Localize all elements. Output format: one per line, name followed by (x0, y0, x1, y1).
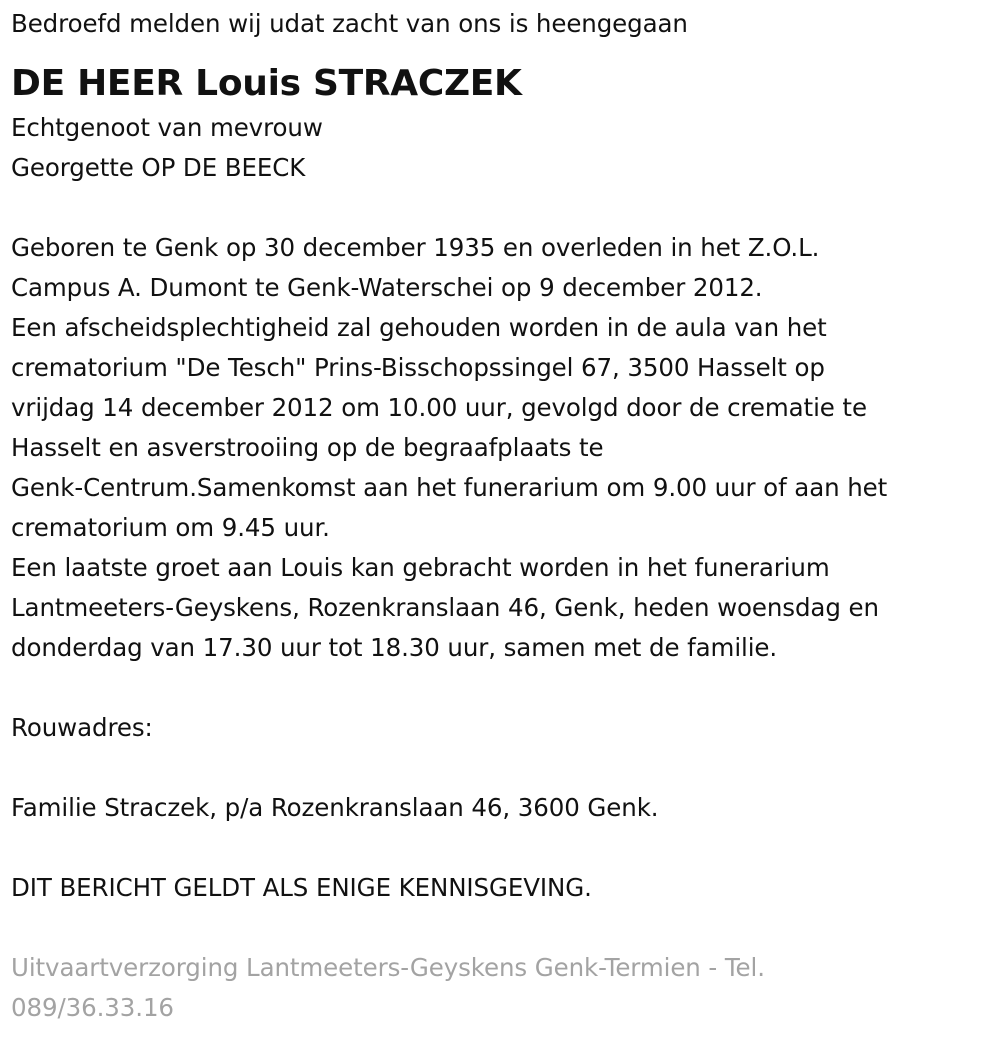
body-line: Een afscheidsplechtigheid zal gehouden worden in de aula van het (11, 313, 827, 342)
spacer (11, 908, 1000, 948)
body-text (11, 228, 1000, 668)
body-line: Genk-Centrum.Samenkomst aan het funerarium om 9.00 uur of aan het (11, 473, 888, 502)
spacer (11, 748, 1000, 788)
body-line: Hasselt en asverstrooiing op de begraafplaats te (11, 433, 604, 462)
spouse-line-1: Echtgenoot van mevrouw (11, 113, 323, 142)
body-line: crematorium om 9.45 uur. (11, 513, 330, 542)
body-line: Geboren te Genk op 30 december 1935 en overleden in het Z.O.L. (11, 233, 820, 262)
body-line: donderdag van 17.30 uur tot 18.30 uur, samen met de familie. (11, 633, 778, 662)
body-line: crematorium "De Tesch" Prins-Bisschopssingel 67, 3500 Hasselt op (11, 353, 825, 382)
body-line: Lantmeeters-Geyskens, Rozenkranslaan 46, Genk, heden woensdag en (11, 593, 879, 622)
deceased-name: DE HEER Louis STRACZEK (11, 63, 522, 104)
spacer (11, 668, 1000, 708)
body-line: Een laatste groet aan Louis kan gebracht worden in het funerarium (11, 553, 830, 582)
intro-text: Bedroefd melden wij udat zacht van ons is heengegaan (11, 9, 688, 38)
spacer (11, 828, 1000, 868)
spouse-line-2: Georgette OP DE BEECK (11, 153, 306, 182)
footer-line-2: 089/36.33.16 (11, 993, 174, 1022)
address-label: Rouwadres: (11, 713, 153, 742)
body-line: Campus A. Dumont te Genk-Waterschei op 9 december 2012. (11, 273, 763, 302)
footer-line-1: Uitvaartverzorging Lantmeeters-Geyskens Genk-Termien - Tel. (11, 953, 765, 982)
spacer (11, 188, 1000, 228)
address-text: Familie Straczek, p/a Rozenkranslaan 46, 3600 Genk. (11, 793, 659, 822)
notice-text: DIT BERICHT GELDT ALS ENIGE KENNISGEVING. (11, 873, 592, 902)
body-line: vrijdag 14 december 2012 om 10.00 uur, gevolgd door de crematie te (11, 393, 867, 422)
